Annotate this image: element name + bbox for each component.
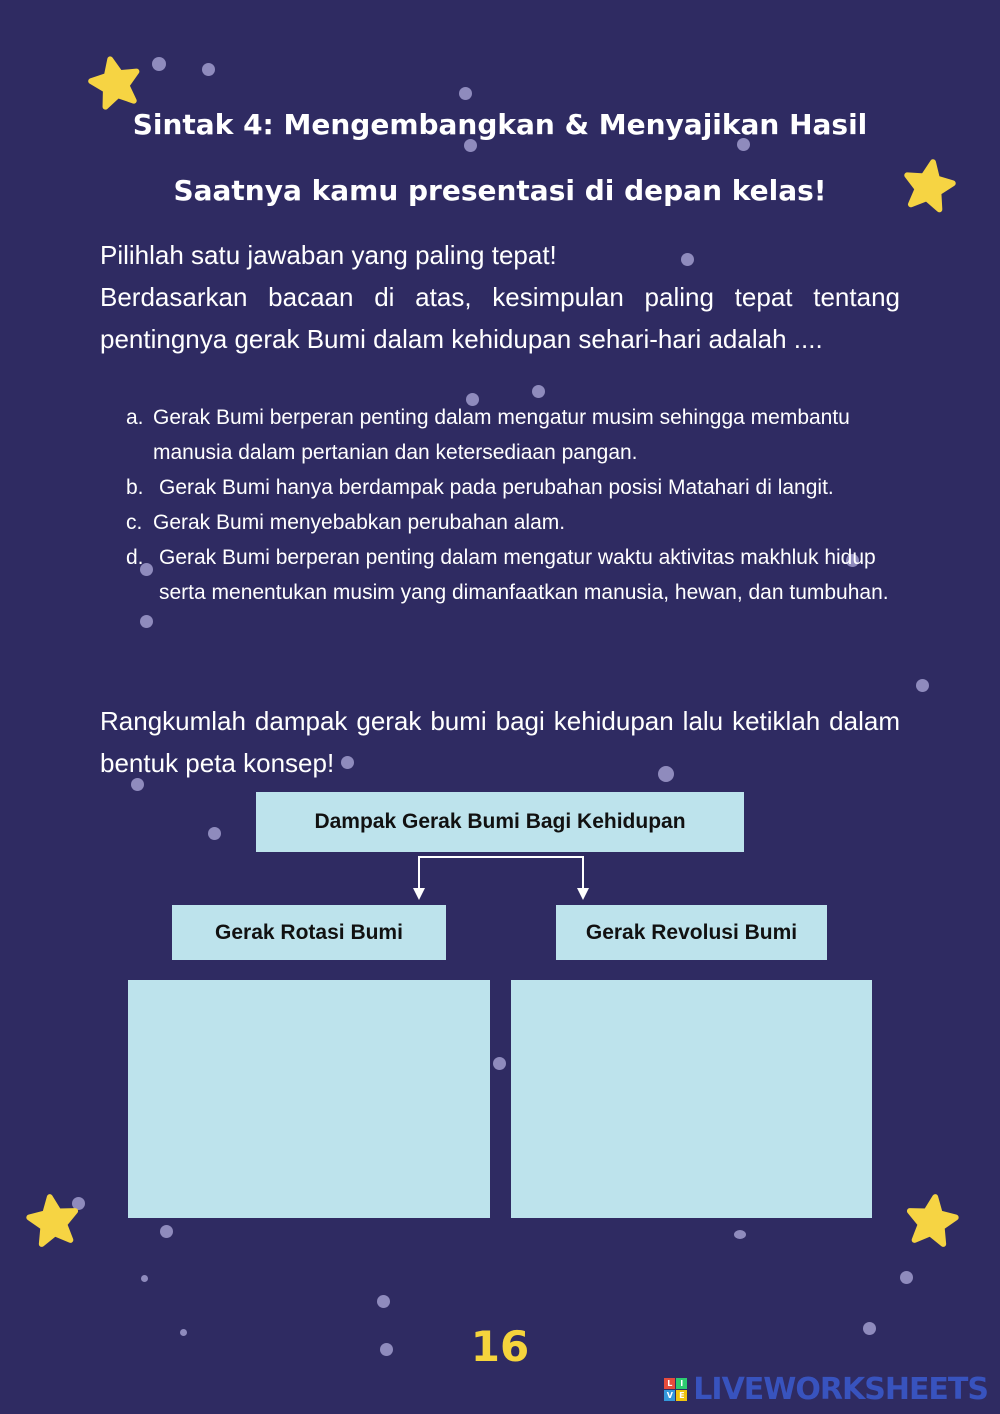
concept-map-rotation-node [172,905,446,960]
concept-map-revolution-node [556,905,827,960]
question-instruction: Pilihlah satu jawaban yang paling tepat! [100,240,557,270]
decor-dot [140,615,153,628]
rotation-node-label: Gerak Rotasi Bumi [215,920,403,944]
connector-arrows [400,852,600,904]
decor-dot [916,679,929,692]
star-icon [903,1191,961,1249]
page-subtitle: Saatnya kamu presentasi di depan kelas! [173,174,827,207]
option-letter: d. [126,546,144,569]
decor-dot [208,827,221,840]
concept-map-root-label: Dampak Gerak Bumi Bagi Kehidupan [314,810,686,833]
decor-dot [900,1271,913,1284]
option-letter: b. [126,476,144,499]
answer-option-d[interactable] [126,540,896,610]
decor-dot [202,63,215,76]
option-text: Gerak Bumi berperan penting dalam mengatur musim sehingga membantu manusia dalam pertanian dan ketersediaan pangan. [153,406,850,464]
decor-dot [532,385,545,398]
option-letter: c. [126,511,143,534]
decor-dot [152,57,166,71]
decor-dot [377,1295,390,1308]
decor-dot [160,1225,173,1238]
answer-option-b[interactable] [126,470,896,505]
option-letter: a. [126,406,144,429]
page-title: Sintak 4: Mengembangkan & Menyajikan Hasil [132,108,868,141]
answer-options [126,400,896,610]
revolution-answer-field[interactable] [511,980,872,1218]
watermark [664,1372,988,1406]
option-text: Gerak Bumi menyebabkan perubahan alam. [153,511,566,534]
option-text: Gerak Bumi berperan penting dalam mengatur waktu aktivitas makhluk hidup serta menentukan musim yang dimanfaatkan manusia, hewan, dan tumbuhan. [159,546,889,604]
watermark-text: LIVEWORKSHEETS [693,1371,988,1407]
concept-map-instruction: Rangkumlah dampak gerak bumi bagi kehidupan lalu ketiklah dalam bentuk peta konsep! [100,706,900,778]
star-icon [24,1191,82,1249]
revolution-node-label: Gerak Revolusi Bumi [585,920,798,944]
liveworksheets-logo-icon: L I V E [664,1378,687,1401]
question-text: Berdasarkan bacaan di atas, kesimpulan paling tepat tentang pentingnya gerak Bumi dalam kehidupan sehari-hari adalah .... [100,282,900,354]
decor-dot [493,1057,506,1070]
decor-dot [734,1230,746,1239]
concept-map-root [256,792,744,852]
answer-option-c[interactable] [126,505,896,540]
option-text: Gerak Bumi hanya berdampak pada perubahan posisi Matahari di langit. [159,476,834,499]
answer-option-a[interactable] [126,400,896,470]
page-number: 16 [470,1322,530,1371]
decor-dot [459,87,472,100]
star-icon [86,53,144,111]
rotation-answer-field[interactable] [128,980,490,1218]
decor-dot [141,1275,148,1282]
